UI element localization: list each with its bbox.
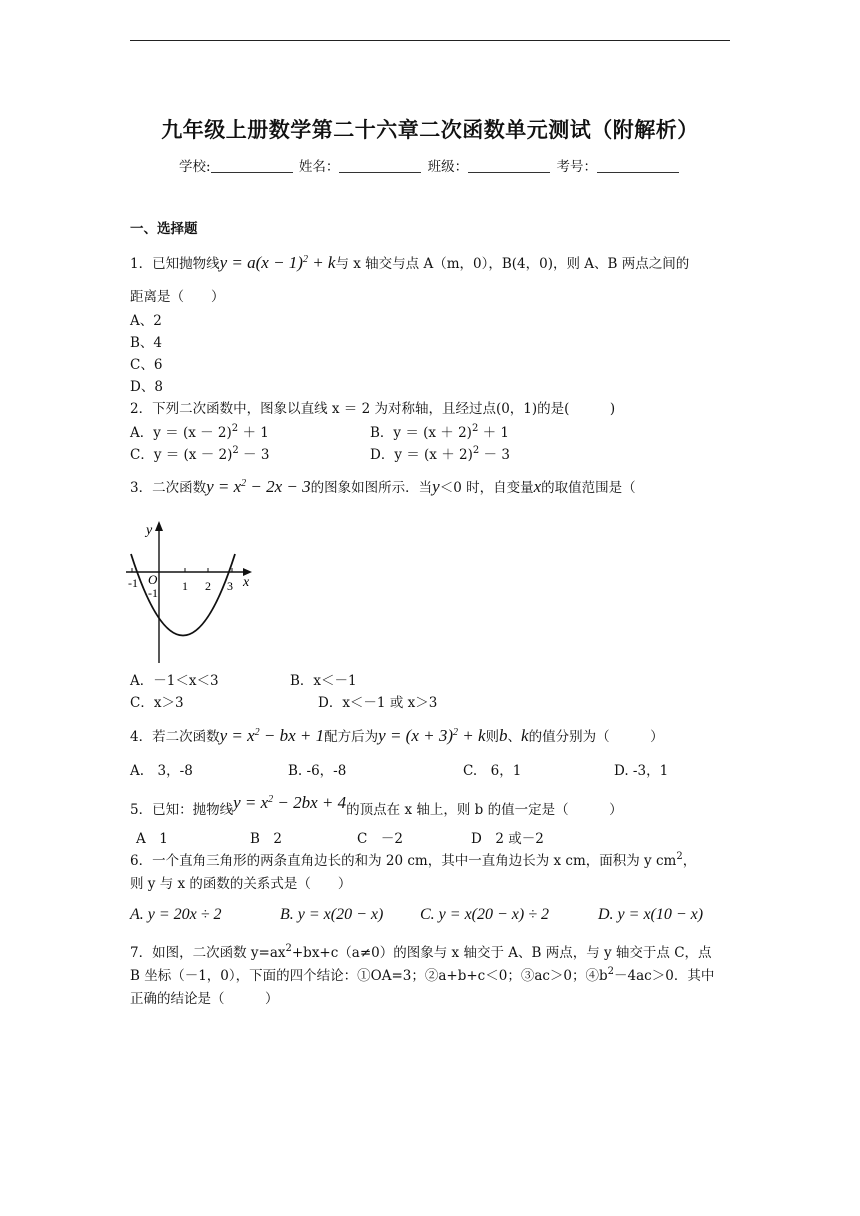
q1-option-b[interactable]: B、4 (130, 335, 163, 351)
q5-option-b[interactable]: B 2 (250, 831, 283, 847)
class-label: 班级： (427, 159, 469, 175)
q1-option-c[interactable]: C、6 (130, 357, 163, 373)
exam-no-label: 考号： (556, 159, 597, 175)
q6-option-b[interactable]: B. y = x(20 − x) (280, 906, 384, 923)
q6-stem-line2: 则 y 与 x 的函数的关系式是（ ） (130, 876, 352, 892)
q2-option-d[interactable]: D．$y = (x + 2)^2 - 3$ (370, 445, 510, 463)
q4-option-a[interactable]: A. 3，-8 (130, 763, 193, 779)
tick-label-3: 3 (227, 579, 233, 593)
q1-stem: 1．已知抛物线$y = a(x - 1)^2 + k$与 x 轴交与点 A（m，0），B(4，0)，则 A、B 两点之间的 (130, 253, 690, 272)
q4-option-b[interactable]: B. -6，-8 (288, 763, 347, 779)
q5-option-d[interactable]: D 2 或－2 (471, 831, 544, 847)
class-blank[interactable] (468, 158, 550, 173)
q3-option-d[interactable]: D．x＜－1 或 x＞3 (318, 695, 438, 711)
q3-option-c[interactable]: C．x＞3 (130, 695, 184, 711)
q4-stem: 4．若二次函数$y = x^2$ − bx + 1配方后为$y = (x + 3)^2 + k$则b、k的值分别为（ ） (130, 726, 664, 745)
q6-option-d[interactable]: D. y = x(10 − x) (598, 906, 704, 923)
q4-option-c[interactable]: C. 6，1 (463, 763, 522, 779)
q3-parabola-graph (126, 517, 266, 667)
q3-option-b[interactable]: B．x＜－1 (290, 673, 357, 689)
q5-formula: $y = x^2 - 2bx + 4$ (233, 793, 347, 812)
exam-no-blank[interactable] (597, 158, 679, 173)
q4-formula-2: $y = (x + 3)^2 + k$ (378, 726, 486, 745)
q2-option-c[interactable]: C．$y = (x - 2)^2 - 3$ (130, 445, 270, 463)
tick-label-neg1-y: -1 (148, 586, 158, 600)
school-blank[interactable] (211, 158, 293, 173)
section-title: 一、选择题 (130, 221, 198, 237)
q3-option-a[interactable]: A．－1＜x＜3 (130, 673, 219, 689)
q2-option-b[interactable]: B．$y = (x + 2)^2 + 1$ (370, 423, 509, 441)
q5-option-a[interactable]: A 1 (136, 831, 168, 847)
q4-option-d[interactable]: D. -3，1 (614, 763, 669, 779)
q6-stem: 6．一个直角三角形的两条直角边长的和为 20 cm，其中一直角边长为 x cm，面积为 y $cm^2$， (130, 851, 697, 869)
parabola-curve (131, 554, 235, 636)
page-title: 九年级上册数学第二十六章二次函数单元测试（附解析） (161, 118, 699, 142)
q1-option-a[interactable]: A、2 (130, 313, 162, 329)
y-axis-arrow-icon (155, 521, 163, 531)
name-blank[interactable] (339, 158, 421, 173)
q7-stem-line3: 正确的结论是（ ） (130, 991, 279, 1007)
q2-option-a[interactable]: A．$y = (x - 2)^2 + 1$ (130, 423, 269, 441)
q3-formula: $y = x^2 - 2x - 3$ (206, 477, 311, 496)
tick-label-2: 2 (205, 579, 211, 593)
q1-option-d[interactable]: D、8 (130, 379, 163, 395)
origin-label: O (148, 572, 158, 587)
q3-stem: 3．二次函数$y = x^2 - 2x - 3$的图象如图所示．当y＜0 时，自变量x的取值范围是（ (130, 477, 636, 496)
q2-stem: 2．下列二次函数中，图象以直线 x ＝ 2 为对称轴，且经过点(0，1)的是( ) (130, 401, 616, 417)
q5-stem: 5．已知：抛物线$y = x^2 - 2bx + 4$的顶点在 x 轴上，则 b 的值一定是（ ） (130, 793, 623, 818)
name-label: 姓名： (298, 159, 340, 175)
header-rule (130, 40, 730, 41)
q6-option-c[interactable]: C. y = x(20 − x) ÷ 2 (420, 906, 550, 923)
q4-formula-1: $y = x^2$ − bx + 1 (219, 726, 325, 745)
tick-label-1: 1 (182, 579, 188, 593)
y-axis-label: y (146, 523, 153, 538)
q1-stem-line2: 距离是（ ） (130, 289, 225, 305)
q7-stem-line2: B 坐标（－1，0），下面的四个结论：①OA=3；②a+b+c＜0；③ac＞0；$④b^2-4ac>0$．其中 (130, 966, 715, 984)
q5-option-c[interactable]: C －2 (357, 831, 403, 847)
tick-label-neg1-x: -1 (128, 576, 138, 590)
q6-option-a[interactable]: A. y = 20x ÷ 2 (130, 906, 222, 923)
x-axis-label: x (243, 575, 250, 590)
school-label: 学校: (179, 159, 211, 175)
q7-stem: 7．如图，二次函数 $y=ax^2+bx+c(a\ne 0)$的图象与 x 轴交于 A、B 两点，与 y 轴交于点 C，点 (130, 943, 712, 961)
q1-formula: $y = a(x - 1)^2 + k$ (219, 253, 336, 272)
student-info-line (0, 155, 860, 175)
